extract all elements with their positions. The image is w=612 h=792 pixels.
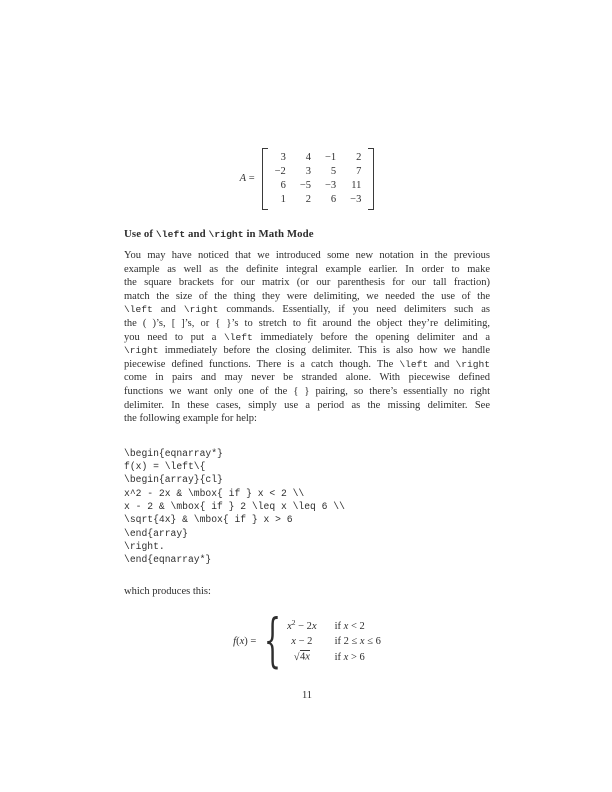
matrix-right-bracket (368, 148, 374, 210)
matrix-lhs (240, 172, 255, 186)
text-segment: x (343, 651, 349, 663)
code-line: x - 2 & \mbox{ if } 2 \leq x \leq 6 \\ (124, 500, 345, 512)
matrix-cell: 6 (280, 180, 286, 191)
piecewise-rows (287, 617, 381, 664)
text-segment: and (428, 358, 456, 370)
text-segment: x (343, 620, 349, 632)
text-segment: delimiter. In these cases, simply use a period as the missing delimiter. See (124, 399, 490, 411)
matrix-cell: 2 (305, 194, 311, 205)
code-line: \end{array} (124, 527, 188, 539)
matrix-cell: 4 (305, 152, 311, 163)
matrix-cell: 5 (330, 166, 337, 177)
matrix-equation (124, 148, 490, 210)
piecewise-lhs (233, 636, 259, 647)
text-segment: if 2 ≤ (334, 636, 360, 648)
text-segment: ≤ 6 (364, 636, 381, 648)
code-line: \sqrt{4x} & \mbox{ if } x > 6 (124, 514, 293, 526)
text-segment: the following example for help: (124, 413, 257, 425)
matrix-cell: −3 (350, 194, 362, 205)
text-segment: and (152, 304, 184, 316)
text-segment: commands. Essentially, if you need delimiters such as (218, 304, 490, 316)
equals-sign: = (246, 173, 255, 184)
left-brace: { (263, 608, 282, 676)
text-segment: immediately before the closing delimiter. This is also how we handle (158, 345, 490, 357)
matrix-variable: A (239, 173, 247, 184)
text-segment: and (185, 228, 209, 240)
section-heading (124, 228, 490, 240)
code-line: \right. (124, 540, 165, 552)
piecewise-expression (291, 635, 312, 648)
text-segment: \left (155, 229, 186, 240)
latex-code-block (124, 447, 490, 567)
code-line: \begin{eqnarray*} (124, 447, 223, 459)
text-segment: You may have noticed that we introduced some new notation in the previous (124, 250, 490, 261)
paragraph-line (124, 317, 490, 331)
text-segment: Use of (124, 228, 156, 240)
text-segment: < 2 (348, 620, 365, 632)
text-segment: \right (183, 304, 219, 316)
paragraph-line (124, 249, 490, 263)
matrix-cell: 7 (356, 166, 362, 177)
text-segment: \right (455, 358, 490, 370)
text-segment: the ( )’s, [ ]’s, or { }’s to stretch to fit around the object they’re delimiting, (124, 317, 490, 329)
matrix-cell: −2 (274, 166, 286, 177)
text-segment: the square brackets for our matrix (or our parenthesis for our tall fraction) (124, 277, 490, 289)
text-segment: ) = (244, 636, 259, 648)
text-segment: 2 (291, 617, 296, 627)
matrix-cell: −5 (299, 180, 311, 191)
piecewise-expression (287, 617, 317, 633)
matrix-cell: 2 (356, 152, 362, 163)
text-segment: x (239, 636, 245, 648)
code-line: \end{eqnarray*} (124, 554, 212, 566)
matrix-cell: 11 (351, 180, 362, 191)
text-segment: f (233, 636, 237, 648)
text-segment: if (334, 651, 344, 663)
code-line: x^2 - 2x & \mbox{ if } x < 2 \\ (124, 487, 305, 499)
matrix-cell: 3 (280, 152, 286, 163)
radicand (300, 650, 310, 663)
matrix-cell: 3 (305, 166, 311, 177)
text-segment: \left (224, 331, 253, 343)
piecewise-condition (335, 620, 365, 633)
paragraph-line (124, 399, 490, 413)
paragraph-line (124, 412, 490, 426)
piecewise-condition (335, 651, 365, 664)
text-segment: − 2 (295, 620, 312, 632)
text-segment: x (287, 620, 292, 632)
page-number: 11 (301, 689, 313, 701)
paragraph-line (124, 385, 490, 399)
text-segment: − 2 (295, 636, 313, 648)
text-segment: \right (208, 229, 244, 240)
paragraph-line (124, 303, 490, 317)
piecewise-condition (335, 635, 381, 648)
text-segment: \left (399, 358, 429, 370)
matrix-cell: −3 (324, 180, 337, 191)
text-segment: functions we want only one of the { } pairing, so there’s essentially no right (124, 385, 490, 397)
text-segment: ( (236, 636, 240, 648)
paragraph-line (124, 331, 490, 345)
matrix-cell: 1 (280, 194, 286, 205)
radical-sign: √ (293, 651, 300, 663)
text-segment: if (334, 620, 344, 632)
text-segment: x (305, 651, 310, 663)
text-segment: 4 (300, 651, 306, 663)
matrix-cell: 6 (330, 194, 337, 205)
text-segment: immediately before the opening delimiter and a (252, 331, 490, 343)
text-segment: > 6 (348, 651, 365, 663)
text-segment: x (359, 636, 365, 648)
paragraph-line (124, 263, 490, 277)
text-segment: match the size of the thing they were delimiting, we needed the use of the (124, 290, 490, 302)
text-segment: \right (124, 345, 159, 357)
after-code-text: which produces this: (124, 586, 211, 598)
piecewise-equation (124, 608, 490, 676)
piecewise-expression (294, 651, 310, 664)
text-segment: piecewise defined functions. There is a catch though. The (124, 358, 400, 370)
text-segment: come in pairs and may never be stranded alone. With piecewise defined (124, 372, 490, 384)
text-segment: \left (124, 304, 153, 316)
paragraph-line (124, 290, 490, 304)
paragraph-line (124, 276, 490, 290)
paragraph-line (124, 344, 490, 358)
text-segment: x (311, 620, 317, 632)
code-line: f(x) = \left\{ (124, 461, 206, 473)
matrix-cell: −1 (324, 152, 337, 163)
text-segment: in Math Mode (243, 228, 314, 240)
paragraph-line (124, 358, 490, 372)
paragraph-line (124, 371, 490, 385)
matrix-cells (268, 148, 369, 210)
text-segment: x (291, 636, 296, 648)
text-segment: example as well as the definite integral example earlier. In order to make (124, 263, 490, 275)
body-paragraph (124, 249, 490, 426)
text-segment: you need to put a (124, 331, 225, 343)
code-line: \begin{array}{cl} (124, 474, 223, 486)
page-content (124, 148, 490, 701)
